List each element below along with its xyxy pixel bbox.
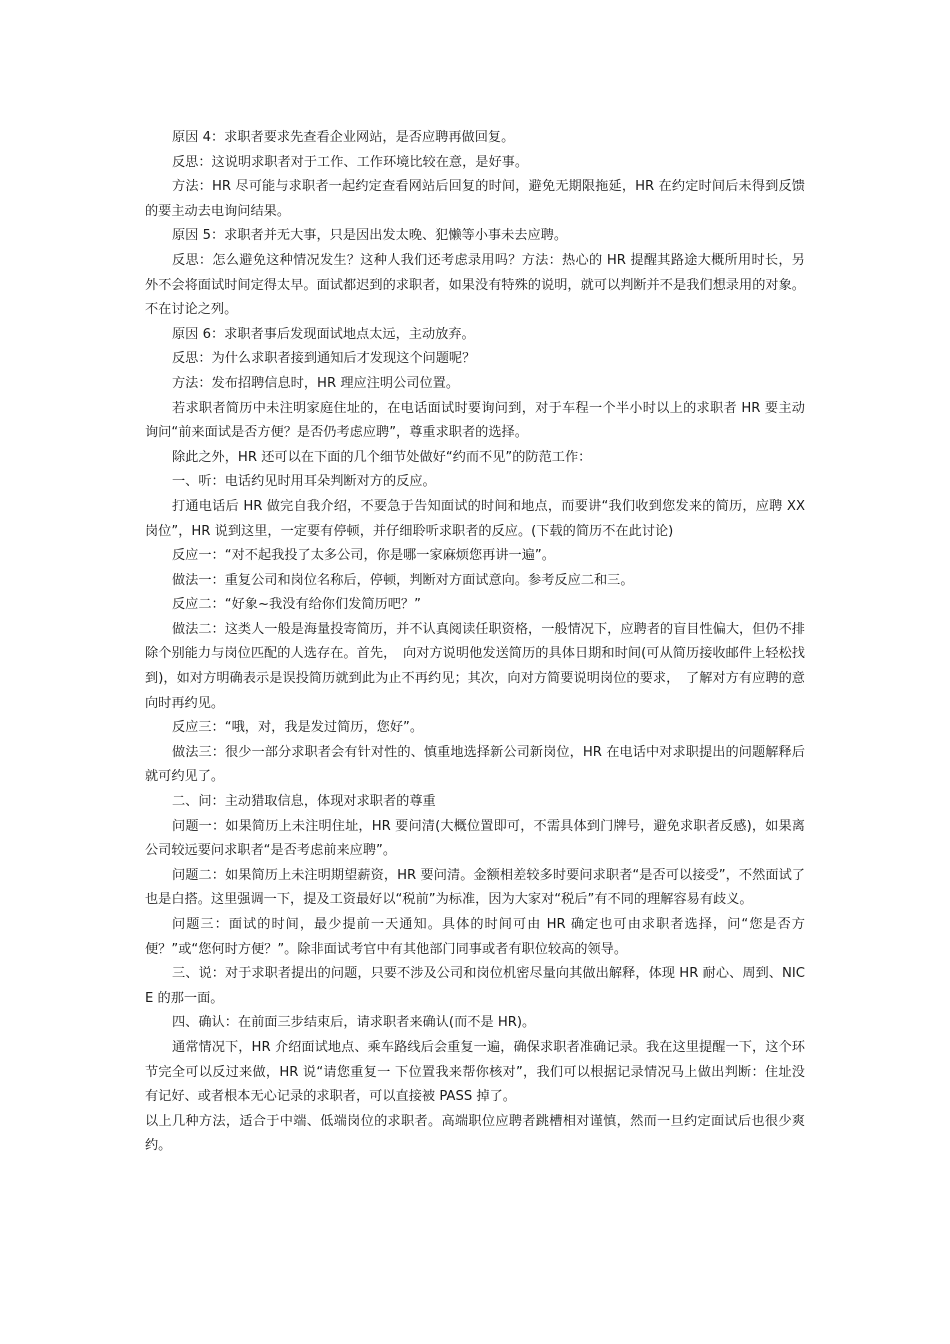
- paragraph-phone-call: 打通电话后 HR 做完自我介绍，不要急于告知面试的时间和地点，而要讲“我们收到您发来的简历，应聘 XX 岗位”，HR 说到这里，一定要有停顿，并仔细聆听求职者的反应。(下载的简历不在此讨论): [145, 498, 805, 539]
- heading-listen: 一、听：电话约见时用耳朵判断对方的反应。: [172, 474, 436, 490]
- paragraph-method-6: 方法：发布招聘信息时，HR 理应注明公司位置。: [172, 375, 460, 391]
- heading-confirm: 四、确认：在前面三步结束后，请求职者来确认(而不是 HR)。: [172, 1015, 536, 1031]
- paragraph-reason-6: 原因 6：求职者事后发现面试地点太远，主动放弃。: [172, 326, 475, 342]
- paragraph-confirm-details: 通常情况下，HR 介绍面试地点、乘车路线后会重复一遍，确保求职者准确记录。我在这里提醒一下，这个环节完全可以反过来做，HR 说“请您重复一 下位置我来帮你核对”，我们可以根据记录情况马上做出判断：住址没有记好、或者根本无心记录的求职者，可以直接被 PASS 掉了。: [145, 1039, 805, 1105]
- paragraph-approach-2: 做法二：这类人一般是海量投寄简历，并不认真阅读任职资格，一般情况下，应聘者的盲目性偏大，但仍不排除个别能力与岗位匹配的人选存在。首先， 向对方说明他发送简历的具体日期和时间(可从简历接收邮件上轻松找到)，如对方明确表示是误投简历就到此为止不再约见；其次，向对方简要说明岗位的要求， 了解对方有应聘的意向时再约见。: [145, 621, 805, 711]
- paragraph-method-4: 方法：HR 尽可能与求职者一起约定查看网站后回复的时间，避免无期限拖延，HR 在约定时间后未得到反馈的要主动去电询问结果。: [145, 179, 805, 219]
- paragraph-additional-details: 除此之外，HR 还可以在下面的几个细节处做好“约而不见”的防范工作：: [172, 449, 592, 465]
- paragraph-response-2: 反应二：“好象~我没有给你们发简历吧？”: [172, 597, 421, 613]
- paragraph-question-3: 问题三：面试的时间，最少提前一天通知。具体的时间可由 HR 确定也可由求职者选择，问“您是否方便？”或“您何时方便？”。除非面试考官中有其他部门同事或者有职位较高的领导。: [145, 917, 805, 957]
- paragraph-approach-3: 做法三：很少一部分求职者会有针对性的、慎重地选择新公司新岗位，HR 在电话中对求职提出的问题解释后就可约见了。: [145, 744, 805, 785]
- paragraph-reflection-5: 反思：怎么避免这种情况发生？这种人我们还考虑录用吗？方法：热心的 HR 提醒其路途大概所用时长，另外不会将面试时间定得太早。面试都迟到的求职者，如果没有特殊的说明，就可以判断并不是我们想录用的对象。不在讨论之列。: [145, 252, 805, 318]
- document-body: [145, 126, 805, 1159]
- paragraph-reason-5: 原因 5：求职者并无大事，只是因出发太晚、犯懒等小事未去应聘。: [172, 228, 568, 244]
- paragraph-response-3: 反应三：“哦，对，我是发过简历，您好”。: [172, 720, 424, 736]
- paragraph-question-1: 问题一：如果简历上未注明住址，HR 要问清(大概位置即可，不需具体到门牌号，避免求职者反感)，如果离公司较远要问求职者“是否考虑前来应聘”。: [145, 818, 805, 859]
- paragraph-approach-1: 做法一：重复公司和岗位名称后，停顿，判断对方面试意向。参考反应二和三。: [172, 572, 634, 588]
- heading-explain: 三、说：对于求职者提出的问题，只要不涉及公司和岗位机密尽量向其做出解释，体现 HR 耐心、周到、NICE 的那一面。: [145, 966, 805, 1006]
- paragraph-summary: 以上几种方法，适合于中端、低端岗位的求职者。高端职位应聘者跳槽相对谨慎，然而一旦约定面试后也很少爽约。: [145, 1113, 805, 1154]
- paragraph-question-2: 问题二：如果简历上未注明期望薪资，HR 要问清。金额相差较多时要问求职者“是否可以接受”，不然面试了也是白搭。这里强调一下，提及工资最好以“税前”为标准，因为大家对“税后”有不同的理解容易有歧义。: [145, 867, 805, 908]
- heading-ask: 二、问：主动猎取信息，体现对求职者的尊重: [172, 794, 436, 810]
- paragraph-reflection-4: 反思：这说明求职者对于工作、工作环境比较在意，是好事。: [172, 154, 529, 170]
- paragraph-response-1: 反应一：“对不起我投了太多公司，你是哪一家麻烦您再讲一遍”。: [172, 548, 555, 564]
- paragraph-reason-4: 原因 4：求职者要求先查看企业网站，是否应聘再做回复。: [172, 130, 515, 145]
- paragraph-reflection-6: 反思：为什么求职者接到通知后才发现这个问题呢？: [172, 351, 476, 367]
- paragraph-address-note: 若求职者简历中未注明家庭住址的，在电话面试时要询问到，对于车程一个半小时以上的求职者 HR 要主动询问“前来面试是否方便？是否仍考虑应聘”，尊重求职者的选择。: [145, 400, 805, 441]
